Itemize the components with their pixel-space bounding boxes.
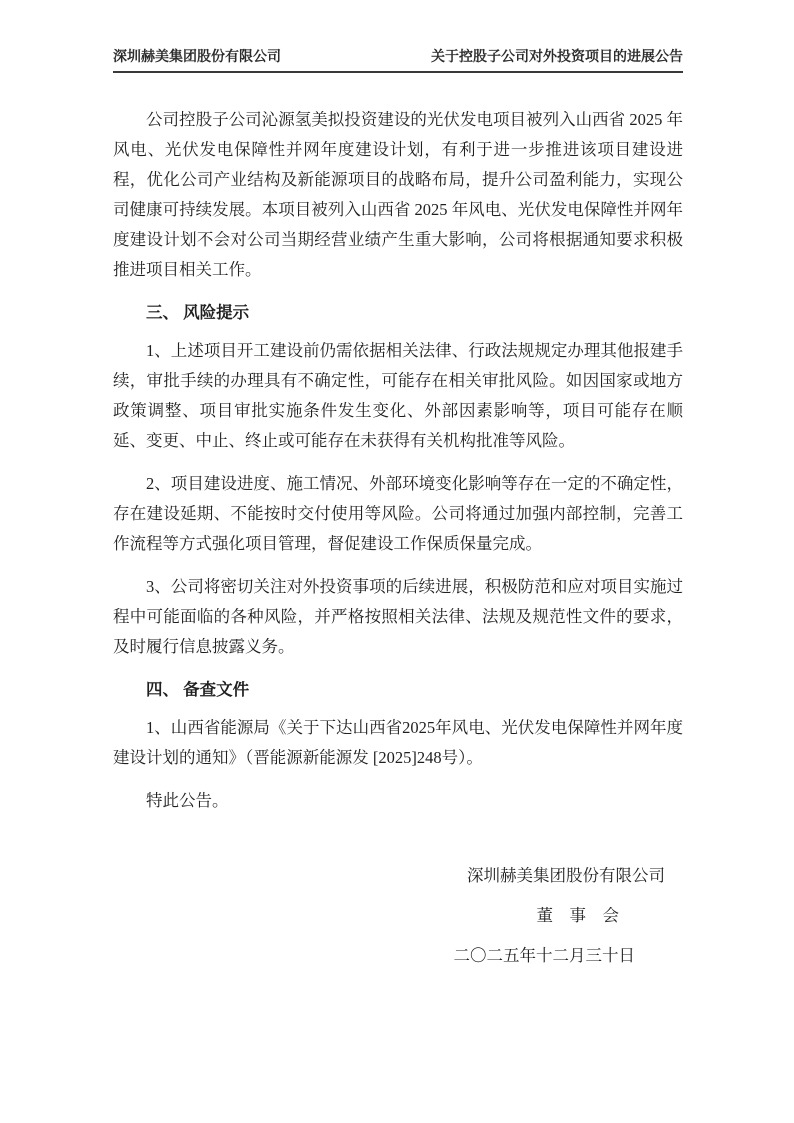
section-heading-reference-documents: 四、 备查文件 [146, 680, 250, 699]
paragraph-risk-item-3: 3、公司将密切关注对外投资事项的后续进展，积极防范和应对项目实施过程中可能面临的各种风险，并严格按照相关法律、法规及规范性文件的要求，及时履行信息披露义务。 [113, 577, 683, 656]
paragraph-risk-item-2: 2、项目建设进度、施工情况、外部环境变化影响等存在一定的不确定性，存在建设延期、不能按时交付使用等风险。公司将通过加强内部控制，完善工作流程等方式强化项目管理，督促建设工作保质保量完成。 [113, 474, 683, 553]
signature-board-of-directors: 董 事 会 [536, 906, 619, 925]
signature-block [113, 856, 683, 976]
header-company-name: 深圳赫美集团股份有限公司 [113, 50, 281, 65]
header-doc-title: 关于控股子公司对外投资项目的进展公告 [431, 50, 683, 65]
paragraph-reference-document-1: 1、山西省能源局《关于下达山西省2025年风电、光伏发电保障性并网年度建设计划的通知》（晋能源新能源发 [2025]248号）。 [113, 718, 683, 767]
signature-date: 二〇二五年十二月三十日 [453, 946, 635, 965]
paragraph-risk-item-1: 1、上述项目开工建设前仍需依据相关法律、行政法规规定办理其他报建手续，审批手续的办理具有不确定性，可能存在相关审批风险。如因国家或地方政策调整、项目审批实施条件发生变化、外部因素影响等，项目可能存在顺延、变更、中止、终止或可能存在未获得有关机构批准等风险。 [113, 341, 683, 450]
signature-company-name: 深圳赫美集团股份有限公司 [467, 866, 665, 885]
section-heading-risk-notice: 三、 风险提示 [146, 303, 250, 322]
document-body [113, 105, 683, 976]
paragraph-project-plan: 公司控股子公司沁源氢美拟投资建设的光伏发电项目被列入山西省 2025 年风电、光伏发电保障性并网年度建设计划，有利于进一步推进该项目建设进程，优化公司产业结构及新能源项目的战略布局，提升公司盈利能力，实现公司健康可持续发展。本项目被列入山西省 2025 年风电、光伏发电保障性并网年度建设计划不会对公司当期经营业绩产生重大影响，公司将根据通知要求积极推进项目相关工作。 [113, 110, 683, 279]
closing-statement: 特此公告。 [146, 791, 229, 810]
page-header [113, 46, 683, 73]
